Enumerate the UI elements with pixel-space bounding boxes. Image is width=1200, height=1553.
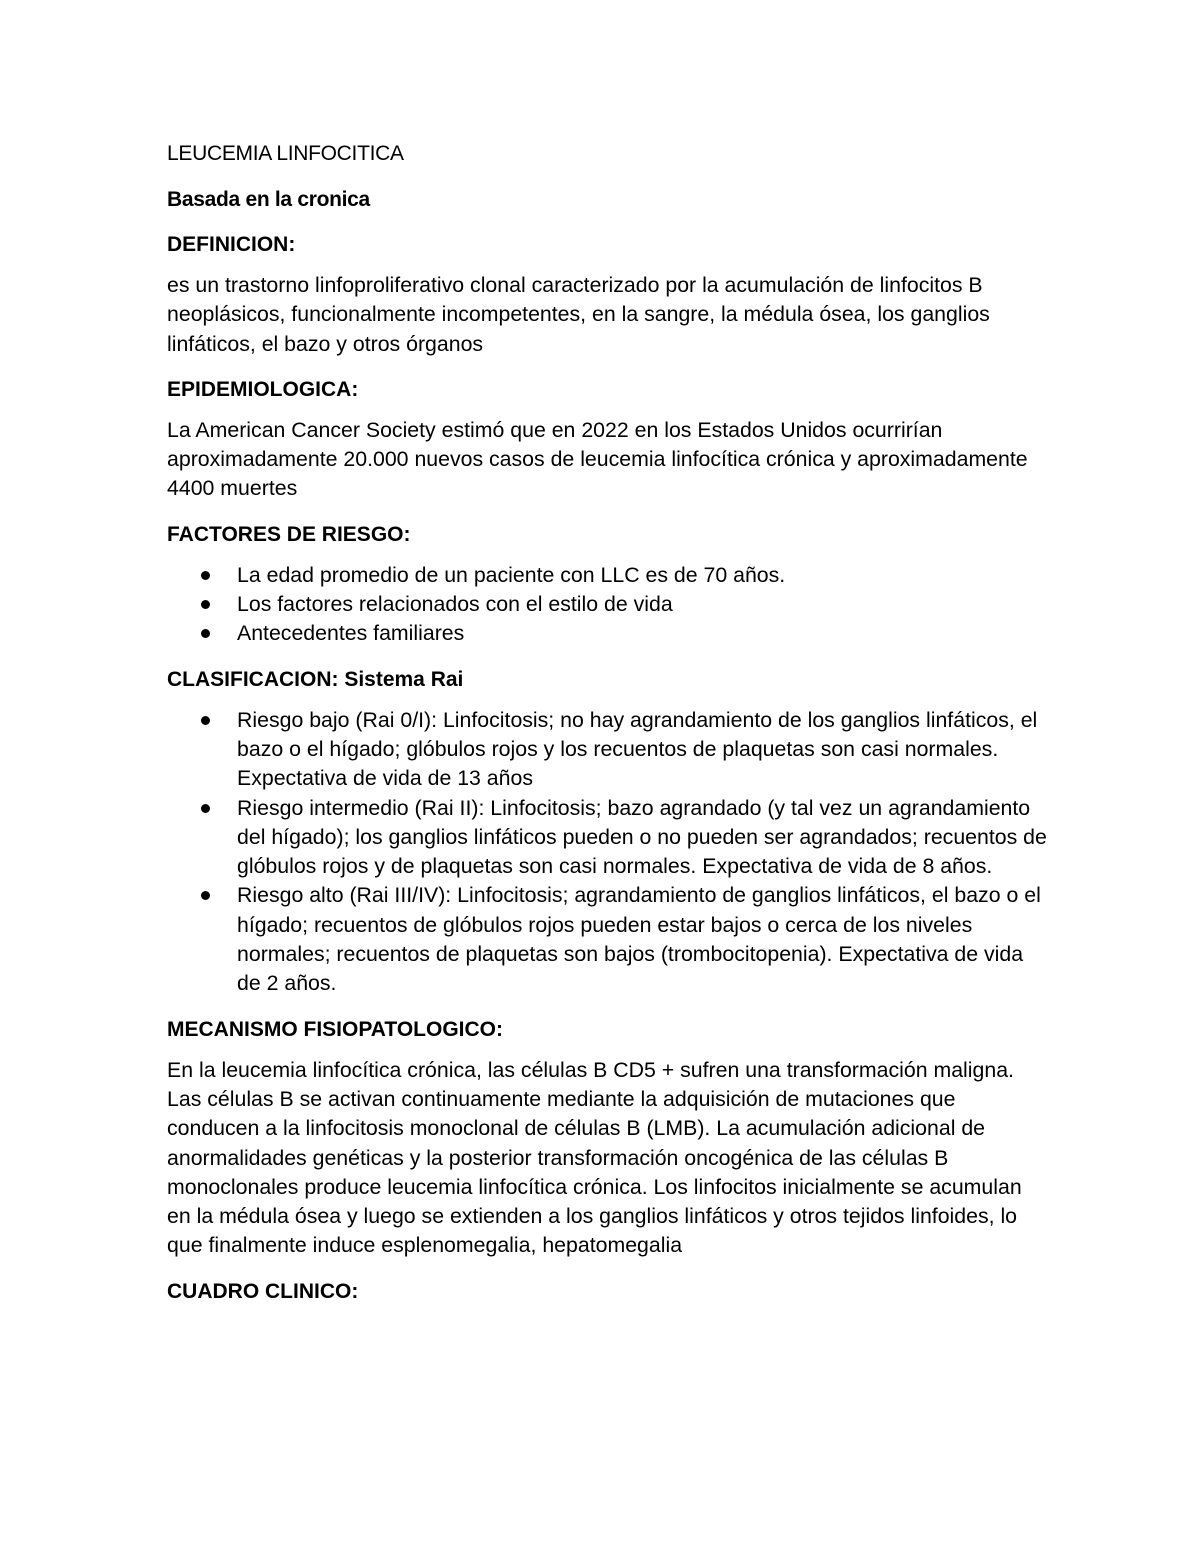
definicion-heading: DEFINICION:	[167, 233, 296, 256]
bullet-icon	[201, 571, 210, 580]
epidemiologica-heading: EPIDEMIOLOGICA:	[167, 377, 359, 401]
list-item	[167, 706, 1047, 794]
bullet-icon	[201, 804, 210, 813]
clasificacion-list	[167, 706, 1047, 999]
list-item-text: Riesgo alto (Rai III/IV): Linfocitosis; agrandamiento de ganglios linfáticos, el bazo o el hígado; recuentos de glóbulos rojos pueden estar bajos o cerca de los niveles normales; recuentos de plaquetas son bajos (trombocitopenia). Expectativa de vida de 2 años.	[237, 883, 1041, 996]
list-item	[167, 561, 1047, 590]
document-title: LEUCEMIA LINFOCITICA	[167, 142, 404, 165]
bullet-icon	[201, 716, 210, 725]
factores-list	[167, 561, 1047, 649]
clasificacion-heading: CLASIFICACION: Sistema Rai	[167, 667, 464, 691]
document-subtitle: Basada en la cronica	[167, 188, 370, 211]
list-item-text: Riesgo bajo (Rai 0/I): Linfocitosis; no hay agrandamiento de los ganglios linfáticos, el bazo o el hígado; glóbulos rojos y los recuentos de plaquetas son casi normales. Expectativa de vida de 13 años	[237, 707, 1038, 791]
cuadro-heading: CUADRO CLINICO:	[167, 1279, 359, 1303]
document-page	[167, 140, 1047, 1318]
list-item-text: Los factores relacionados con el estilo de vida	[237, 592, 673, 617]
bullet-icon	[201, 600, 210, 609]
list-item	[167, 619, 1047, 648]
factores-heading: FACTORES DE RIESGO:	[167, 522, 411, 546]
mecanismo-heading: MECANISMO FISIOPATOLOGICO:	[167, 1017, 503, 1041]
list-item	[167, 794, 1047, 882]
bullet-icon	[201, 891, 210, 900]
list-item	[167, 881, 1047, 998]
list-item	[167, 590, 1047, 619]
mecanismo-text: En la leucemia linfocítica crónica, las células B CD5 + sufren una transformación maligna. Las células B se activan continuamente mediante la adquisición de mutaciones que conducen a la linfocitosis monoclonal de células B (LMB). La acumulación adicional de anormalidades genéticas y la posterior transformación oncogénica de las células B monoclonales produce leucemia linfocítica crónica. Los linfocitos inicialmente se acumulan en la médula ósea y luego se extienden a los ganglios linfáticos y otros tejidos linfoides, lo que finalmente induce esplenomegalia, hepatomegalia	[167, 1057, 1022, 1258]
list-item-text: Riesgo intermedio (Rai II): Linfocitosis; bazo agrandado (y tal vez un agrandamiento del hígado); los ganglios linfáticos pueden o no pueden ser agrandados; recuentos de glóbulos rojos y de plaquetas son casi normales. Expectativa de vida de 8 años.	[237, 795, 1047, 879]
list-item-text: La edad promedio de un paciente con LLC es de 70 años.	[237, 562, 786, 587]
definicion-text: es un trastorno linfoproliferativo clonal caracterizado por la acumulación de linfocitos B neoplásicos, funcionalmente incompetentes, en la sangre, la médula ósea, los ganglios linfáticos, el bazo y otros órganos	[167, 273, 990, 356]
bullet-icon	[201, 629, 210, 638]
epidemiologica-text: La American Cancer Society estimó que en 2022 en los Estados Unidos ocurrirían aproximadamente 20.000 nuevos casos de leucemia linfocítica crónica y aproximadamente 4400 muertes	[167, 417, 1028, 501]
list-item-text: Antecedentes familiares	[237, 621, 465, 646]
